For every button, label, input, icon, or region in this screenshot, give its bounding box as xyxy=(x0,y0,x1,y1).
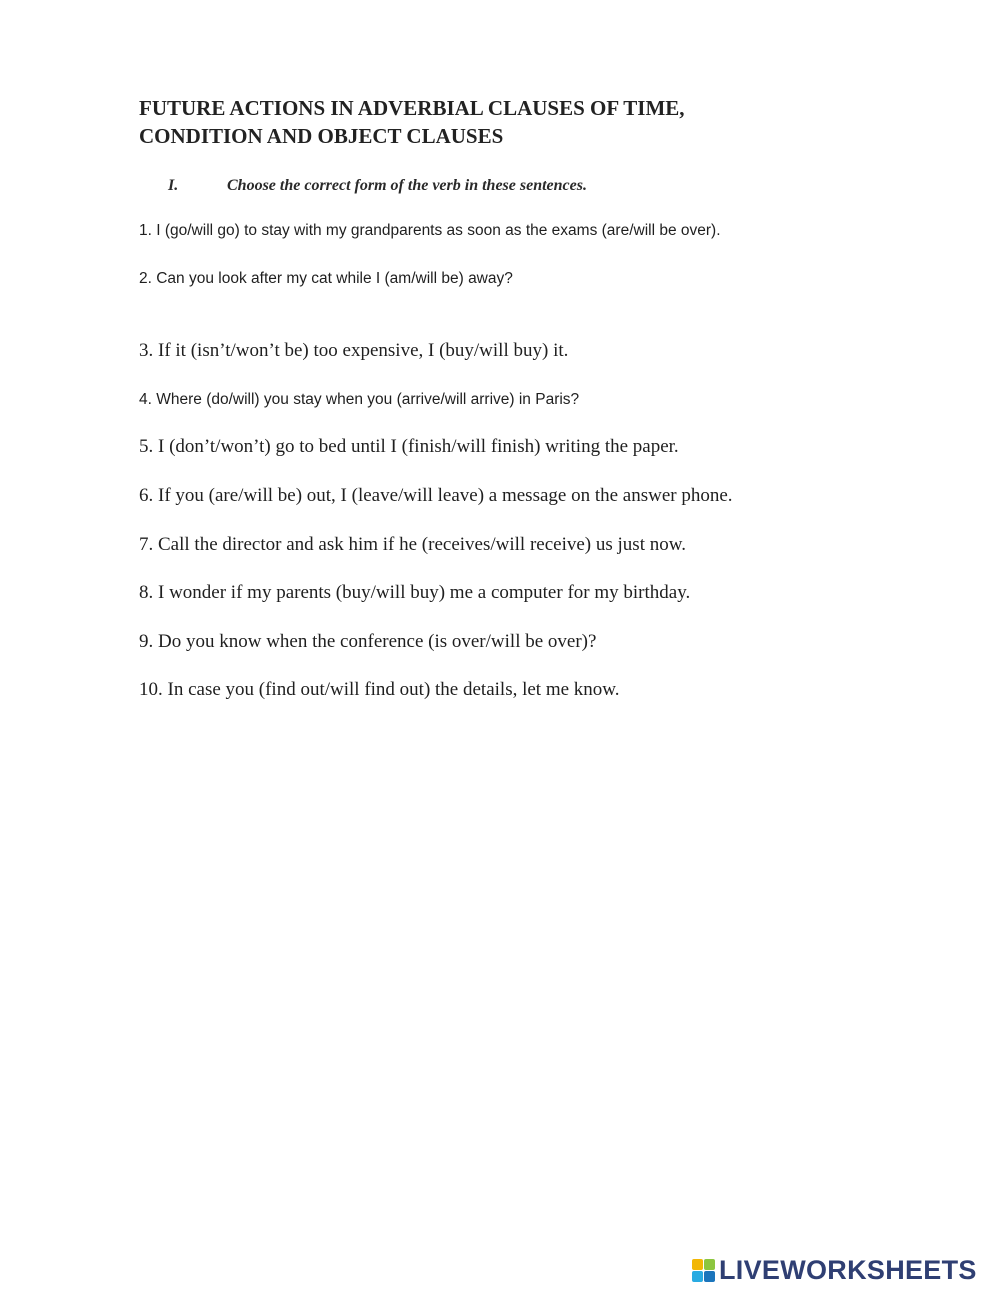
exercise-item-7: 7. Call the director and ask him if he (receives/will receive) us just now. xyxy=(139,534,686,555)
logo-square-i xyxy=(704,1259,715,1270)
instruction xyxy=(168,175,587,197)
exercise-item-8: 8. I wonder if my parents (buy/will buy) me a computer for my birthday. xyxy=(139,582,691,603)
exercise-item-2: 2. Can you look after my cat while I (am/will be) away? xyxy=(139,270,513,287)
title-line-2: CONDITION AND OBJECT CLAUSES xyxy=(139,124,504,148)
exercise-item-4: 4. Where (do/will) you stay when you (arrive/will arrive) in Paris? xyxy=(139,391,580,408)
instruction-text: Choose the correct form of the verb in these sentences. xyxy=(227,177,587,194)
liveworksheets-logo-icon xyxy=(692,1259,715,1282)
worksheet-title xyxy=(139,94,899,150)
exercise-item-5: 5. I (don’t/won’t) go to bed until I (finish/will finish) writing the paper. xyxy=(139,436,679,457)
exercise-item-9: 9. Do you know when the conference (is over/will be over)? xyxy=(139,631,597,652)
instruction-number: I. xyxy=(168,177,179,194)
logo-square-v xyxy=(692,1271,703,1282)
title-line-1: FUTURE ACTIONS IN ADVERBIAL CLAUSES OF TIME, xyxy=(139,96,685,120)
liveworksheets-logo-text: LIVEWORKSHEETS xyxy=(719,1255,977,1285)
exercise-item-1: 1. I (go/will go) to stay with my grandparents as soon as the exams (are/will be over). xyxy=(139,222,721,239)
exercise-item-3: 3. If it (isn’t/won’t be) too expensive, I (buy/will buy) it. xyxy=(139,340,569,361)
logo-square-l xyxy=(692,1259,703,1270)
exercise-item-10: 10. In case you (find out/will find out) the details, let me know. xyxy=(139,679,620,700)
logo-square-e xyxy=(704,1271,715,1282)
exercise-item-6: 6. If you (are/will be) out, I (leave/will leave) a message on the answer phone. xyxy=(139,485,733,506)
liveworksheets-logo xyxy=(692,1254,977,1286)
